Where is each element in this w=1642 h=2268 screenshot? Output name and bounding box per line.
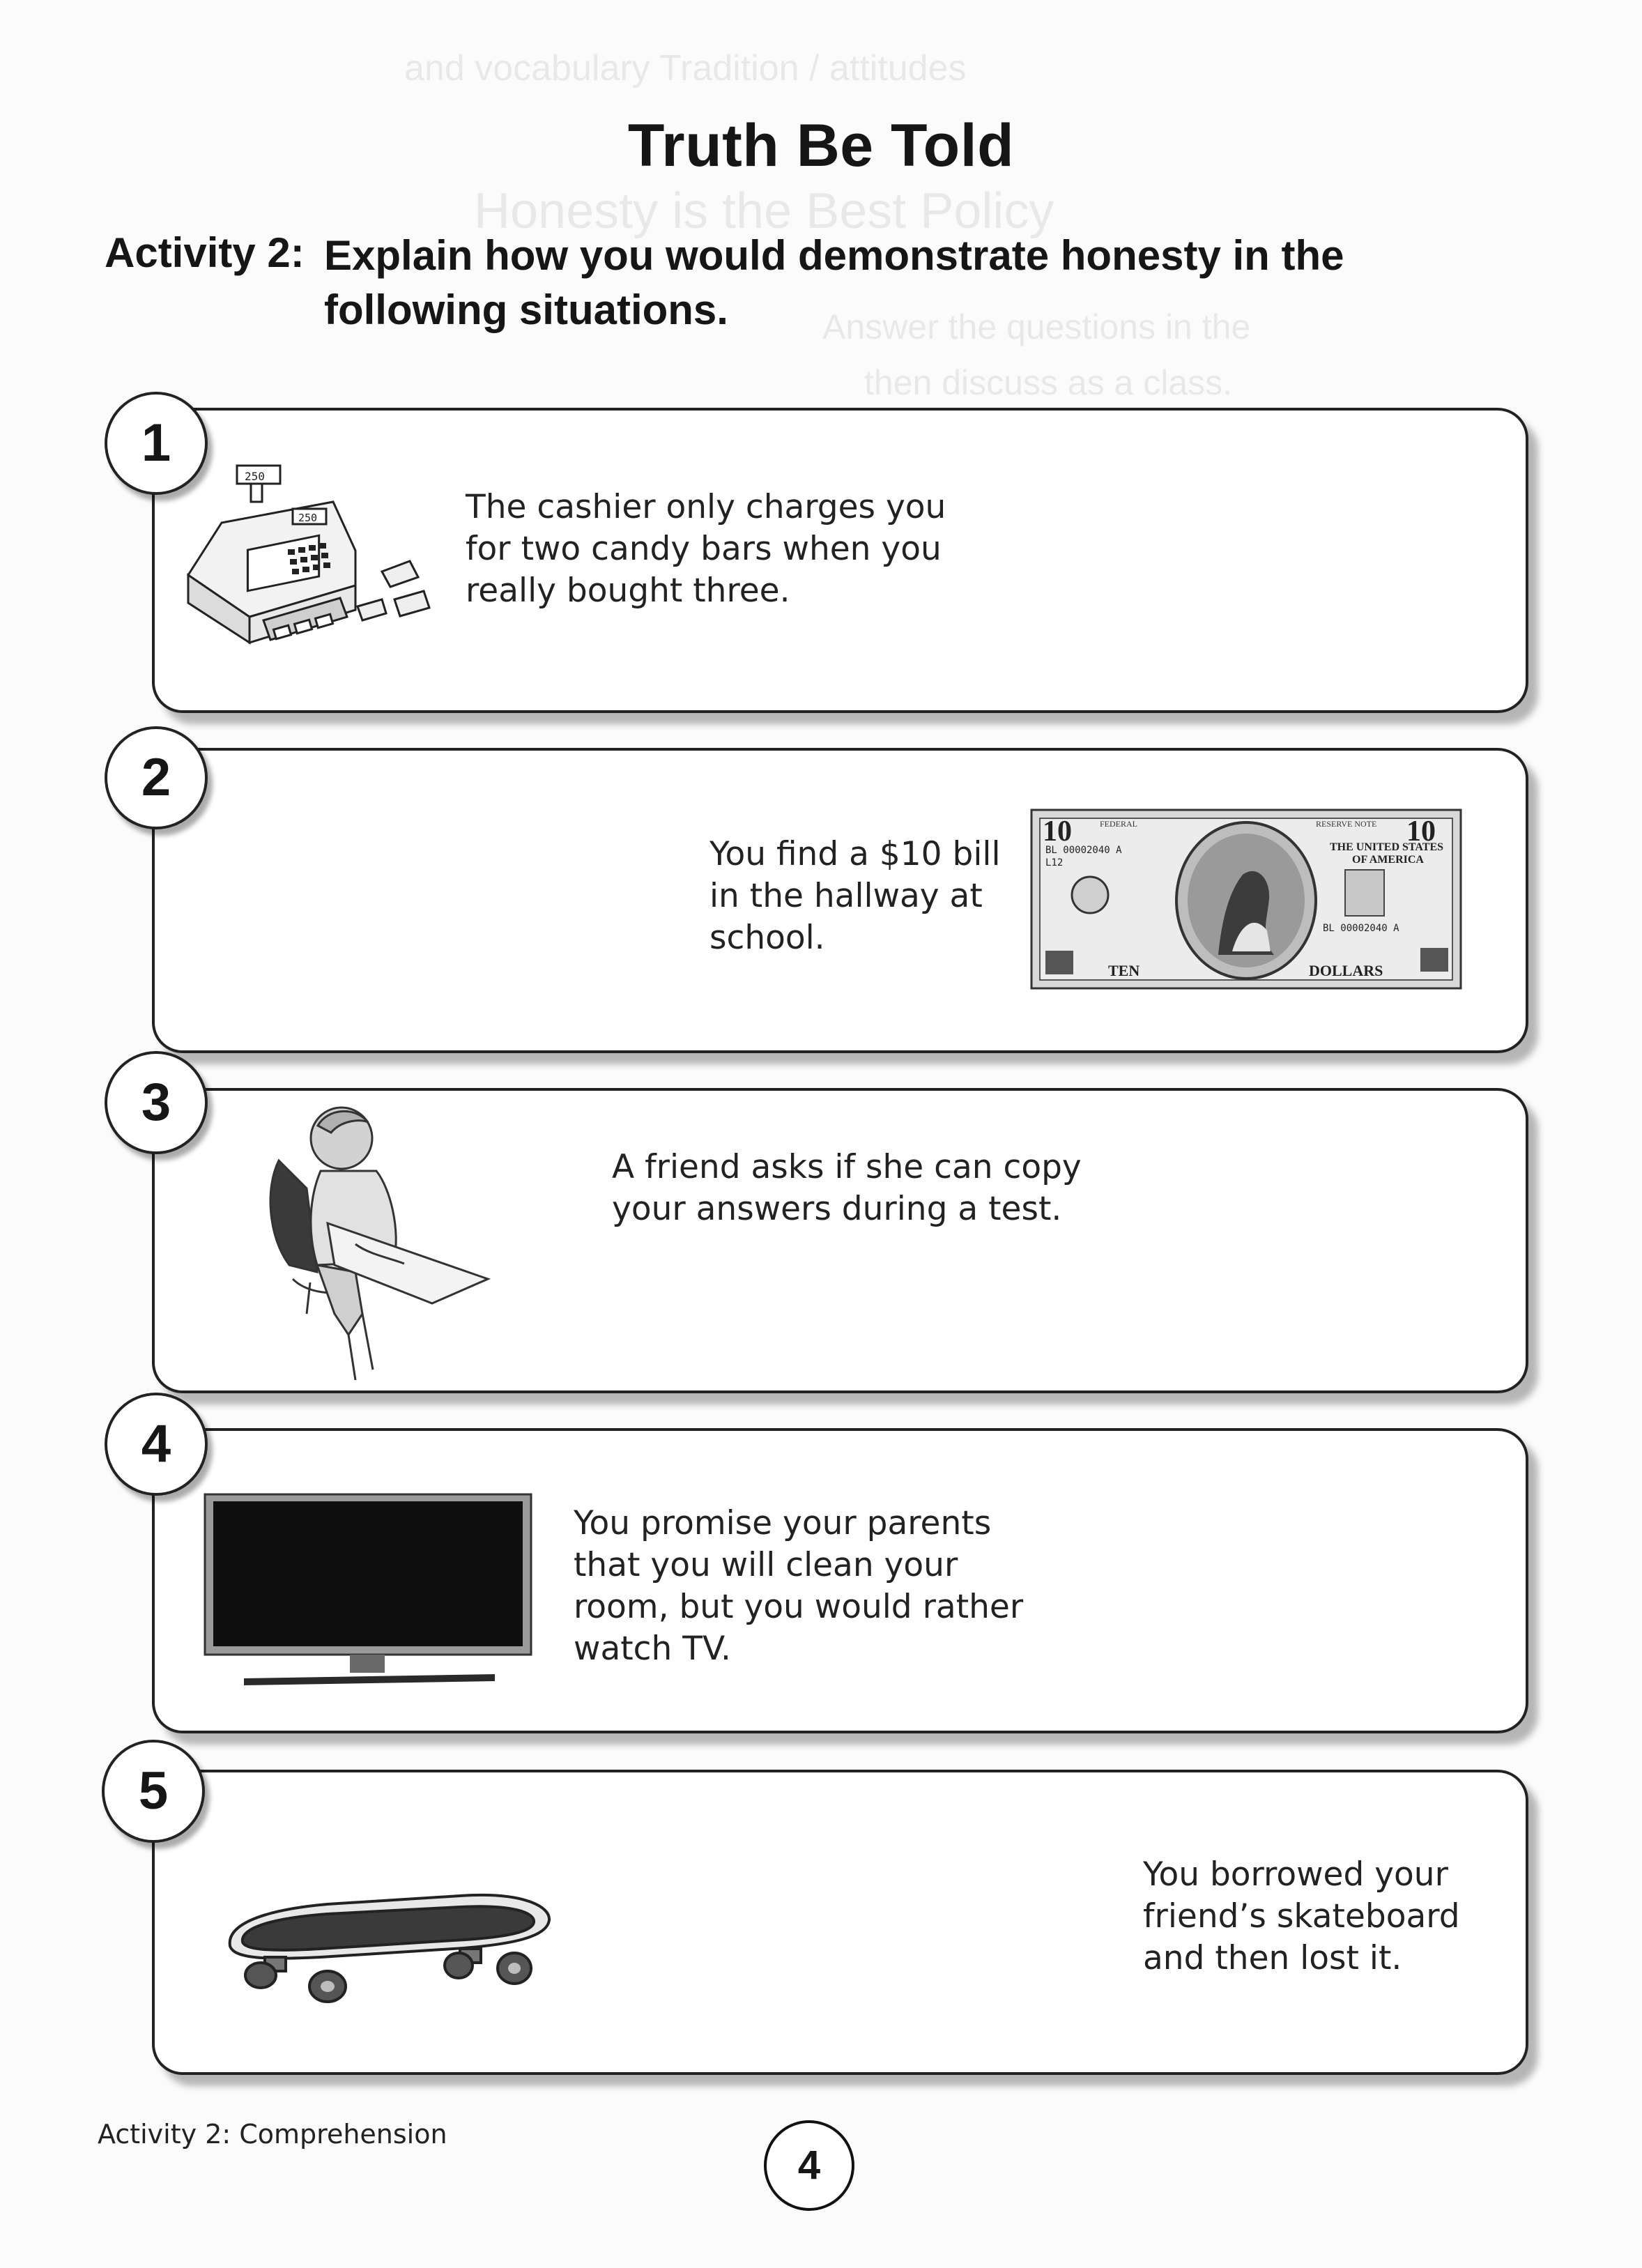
skateboard-icon: [223, 1882, 558, 2007]
bill-country-line-2: OF AMERICA: [1352, 854, 1424, 866]
television-icon: [202, 1492, 544, 1694]
bill-denomination-left: 10: [1043, 815, 1072, 848]
footer-label: Activity 2: Comprehension: [98, 2119, 447, 2150]
situation-number-5: 5: [102, 1740, 205, 1843]
bill-federal: FEDERAL: [1100, 819, 1137, 829]
situation-text-1: The cashier only charges you for two candy bars when you really bought three.: [466, 488, 946, 610]
bill-country-line-1: THE UNITED STATES: [1330, 841, 1444, 853]
bill-dollars: DOLLARS: [1309, 962, 1383, 979]
ten-dollar-bill-icon: [1030, 809, 1462, 990]
bill-ten: TEN: [1108, 962, 1140, 979]
situation-text-5: You borrowed your friend’s skateboard and then lost it.: [1143, 1855, 1460, 1977]
bill-denomination-right: 10: [1406, 815, 1436, 848]
register-display-main: 250: [298, 512, 318, 524]
cash-register-icon: [173, 460, 445, 662]
bill-serial-left: BL 00002040 A: [1045, 845, 1122, 856]
page-number: 4: [764, 2120, 854, 2211]
activity-instructions: Explain how you would demonstrate honesty in the following situations.: [324, 232, 1344, 333]
worksheet-page: and vocabulary Tradition / attitudes Honesty is the Best Policy Answer the questions in the then discuss as a class. Truth Be Told Activity 2: Explain how you would demonstrate honesty in the following situations. 1 250 250 The cashier only charges you for two candy bars when you really bought three. 2 You find a $10 bill in the hallway at school. 10 10 FEDERAL RESERVE NOTE BL 00002040 A L12 THE UNITED STATES OF AMERICA BL 00002040 A TEN DOLLARS 3 A friend asks if she can copy your answers during a test. 4 You promise your parents that you will clean your room, but you would rather watch TV. 5 You borrowed your friend’s skateboard and then lost it. Activity 2: Comprehension 4: [0, 0, 1642, 2268]
situation-text-4: You promise your parents that you will clean your room, but you would rather watch TV.: [574, 1504, 1024, 1668]
activity-label: Activity 2:: [105, 229, 305, 276]
student-reading-icon: [251, 1105, 502, 1387]
page-title: Truth Be Told: [627, 112, 1015, 179]
situation-number-1: 1: [105, 392, 208, 495]
register-display-top: 250: [245, 470, 265, 483]
situation-text-3: A friend asks if she can copy your answers during a test.: [612, 1148, 1082, 1228]
bill-reserve-note: RESERVE NOTE: [1316, 819, 1377, 829]
situation-number-4: 4: [105, 1393, 208, 1496]
situation-text-2: You find a $10 bill in the hallway at school.: [709, 835, 1001, 957]
bill-plate: L12: [1045, 857, 1064, 868]
situation-number-3: 3: [105, 1051, 208, 1154]
bill-serial-right: BL 00002040 A: [1323, 923, 1399, 934]
situation-number-2: 2: [105, 726, 208, 829]
